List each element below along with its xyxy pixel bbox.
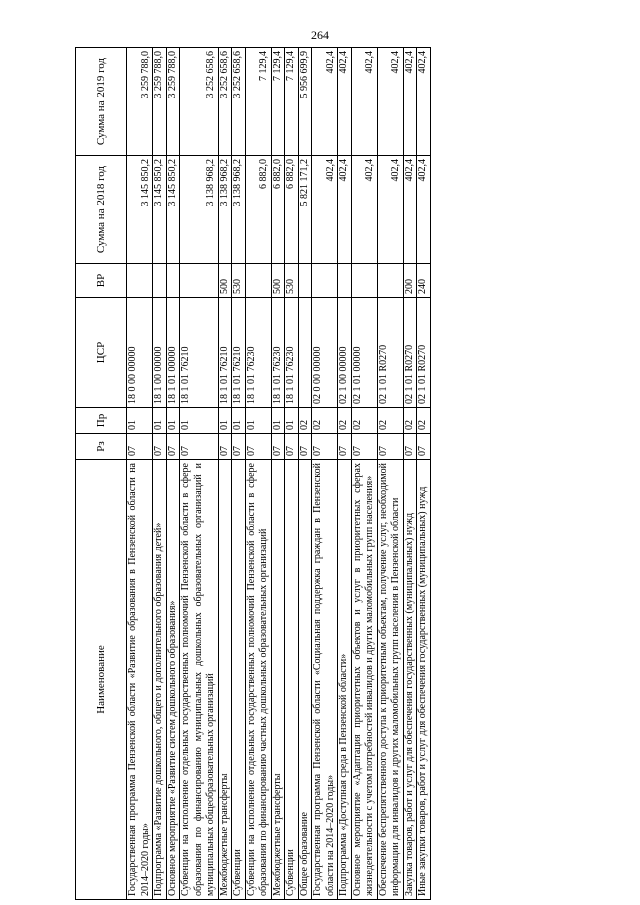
cell-pr: 02 (298, 408, 312, 434)
cell-sum-2019: 402,4 (377, 48, 403, 156)
cell-rz: 07 (285, 434, 299, 460)
cell-vr (298, 264, 312, 298)
cell-sum-2018: 402,4 (312, 156, 338, 264)
table-row (127, 48, 153, 900)
cell-rz: 07 (417, 434, 431, 460)
cell-sum-2018: 3 145 850,2 (127, 156, 153, 264)
table-header-row (76, 48, 127, 900)
cell-name: Подпрограмма «Доступная среда в Пензенской области» (338, 460, 352, 900)
cell-pr: 01 (271, 408, 285, 434)
cell-sum-2019: 5 956 699,9 (298, 48, 312, 156)
cell-sum-2019: 402,4 (338, 48, 352, 156)
cell-sum-2019: 3 259 788,0 (166, 48, 180, 156)
cell-pr: 02 (351, 408, 377, 434)
table-row (245, 48, 271, 900)
cell-vr (338, 264, 352, 298)
cell-pr: 01 (285, 408, 299, 434)
cell-rz: 07 (127, 434, 153, 460)
budget-table (75, 47, 431, 900)
cell-sum-2018: 402,4 (417, 156, 431, 264)
cell-vr: 500 (218, 264, 232, 298)
cell-rz: 07 (351, 434, 377, 460)
cell-rz: 07 (166, 434, 180, 460)
table-row (403, 48, 417, 900)
cell-pr: 02 (403, 408, 417, 434)
cell-sum-2019: 402,4 (351, 48, 377, 156)
cell-rz: 07 (312, 434, 338, 460)
cell-name: Межбюджетные трансферты (218, 460, 232, 900)
table-body (127, 48, 431, 900)
cell-sum-2019: 402,4 (403, 48, 417, 156)
cell-vr (180, 264, 219, 298)
table-row (232, 48, 246, 900)
cell-sum-2018: 3 138 968,2 (180, 156, 219, 264)
cell-sum-2018: 3 145 850,2 (153, 156, 167, 264)
cell-sum-2018: 5 821 171,2 (298, 156, 312, 264)
cell-sum-2019: 7 129,4 (285, 48, 299, 156)
cell-sum-2019: 3 259 788,0 (153, 48, 167, 156)
cell-vr: 530 (285, 264, 299, 298)
cell-sum-2018: 402,4 (351, 156, 377, 264)
cell-pr: 01 (218, 408, 232, 434)
table-row (377, 48, 403, 900)
cell-name: Государственная программа Пензенской области «Развитие образования в Пензенской области на 2014–2020 годы» (127, 460, 153, 900)
cell-sum-2018: 3 138 968,2 (218, 156, 232, 264)
cell-name: Основное мероприятие «Развитие систем дошкольного образования» (166, 460, 180, 900)
cell-vr (127, 264, 153, 298)
table-row (180, 48, 219, 900)
table-row (338, 48, 352, 900)
cell-sum-2019: 402,4 (312, 48, 338, 156)
cell-csr: 02 1 01 R0270 (417, 298, 431, 408)
rotated-table-container (75, 48, 615, 900)
header-sum-2018: Сумма на 2018 год (76, 156, 127, 264)
cell-name: Субвенции (232, 460, 246, 900)
cell-sum-2018: 3 138 968,2 (232, 156, 246, 264)
cell-pr: 01 (166, 408, 180, 434)
cell-pr: 01 (153, 408, 167, 434)
cell-sum-2018: 402,4 (403, 156, 417, 264)
table-row (351, 48, 377, 900)
cell-name: Общее образование (298, 460, 312, 900)
cell-csr: 18 0 00 00000 (127, 298, 153, 408)
cell-pr: 02 (312, 408, 338, 434)
cell-vr (166, 264, 180, 298)
cell-rz: 07 (271, 434, 285, 460)
cell-rz: 07 (180, 434, 219, 460)
cell-rz: 07 (298, 434, 312, 460)
cell-sum-2018: 402,4 (338, 156, 352, 264)
cell-name: Обеспечение беспрепятственного доступа к приоритетным объектам, получение услуг, необходимой информации для инвалидов и других маломобильных групп населения в Пензенской области (377, 460, 403, 900)
cell-csr: 18 1 01 76210 (218, 298, 232, 408)
cell-pr: 01 (232, 408, 246, 434)
cell-vr (351, 264, 377, 298)
header-csr: ЦСР (76, 298, 127, 408)
cell-vr: 200 (403, 264, 417, 298)
cell-rz: 07 (377, 434, 403, 460)
cell-csr: 02 0 00 00000 (312, 298, 338, 408)
table-frame (75, 48, 615, 900)
cell-name: Межбюджетные трансферты (271, 460, 285, 900)
cell-pr: 02 (338, 408, 352, 434)
cell-pr: 01 (127, 408, 153, 434)
header-rz: Рз (76, 434, 127, 460)
cell-sum-2018: 402,4 (377, 156, 403, 264)
cell-rz: 07 (153, 434, 167, 460)
header-pr: Пр (76, 408, 127, 434)
cell-vr (153, 264, 167, 298)
cell-sum-2018: 6 882,0 (245, 156, 271, 264)
cell-rz: 07 (232, 434, 246, 460)
cell-sum-2019: 3 252 658,6 (232, 48, 246, 156)
cell-csr (298, 298, 312, 408)
table-row (153, 48, 167, 900)
cell-csr: 18 1 01 76230 (271, 298, 285, 408)
cell-name: Основное мероприятие «Адаптация приоритетных объектов и услуг в приоритетных сферах жизнедеятельности с учетом потребностей инвалидов и других маломобильных групп населения» (351, 460, 377, 900)
cell-name: Субвенции на исполнение отдельных государственных полномочий Пензенской области в сфере образования по финансированию частных дошкольных образовательных организаций (245, 460, 271, 900)
cell-name: Субвенции на исполнение отдельных государственных полномочий Пензенской области в сфере образования по финансированию муниципальных дошкольных образовательных организаций и муниципальных общеобразовательных организаций (180, 460, 219, 900)
cell-pr: 02 (417, 408, 431, 434)
cell-csr: 18 1 01 76210 (180, 298, 219, 408)
cell-sum-2019: 3 259 788,0 (127, 48, 153, 156)
cell-rz: 07 (245, 434, 271, 460)
cell-csr: 18 1 00 00000 (153, 298, 167, 408)
cell-csr: 18 1 01 76210 (232, 298, 246, 408)
cell-vr: 530 (232, 264, 246, 298)
table-row (312, 48, 338, 900)
cell-sum-2018: 6 882,0 (271, 156, 285, 264)
cell-csr: 02 1 01 00000 (351, 298, 377, 408)
cell-csr: 18 1 01 00000 (166, 298, 180, 408)
cell-rz: 07 (403, 434, 417, 460)
table-row (298, 48, 312, 900)
page-number: 264 (311, 28, 329, 42)
cell-sum-2019: 3 252 658,6 (180, 48, 219, 156)
cell-csr: 18 1 01 76230 (285, 298, 299, 408)
table-row (166, 48, 180, 900)
cell-rz: 07 (218, 434, 232, 460)
cell-pr: 02 (377, 408, 403, 434)
cell-pr: 01 (180, 408, 219, 434)
table-row (285, 48, 299, 900)
cell-csr: 02 1 01 R0270 (403, 298, 417, 408)
cell-name: Закупка товаров, работ и услуг для обеспечения государственных (муниципальных) нужд (403, 460, 417, 900)
cell-pr: 01 (245, 408, 271, 434)
cell-sum-2018: 6 882,0 (285, 156, 299, 264)
table-row (271, 48, 285, 900)
table-row (417, 48, 431, 900)
cell-csr: 02 1 00 00000 (338, 298, 352, 408)
cell-vr: 240 (417, 264, 431, 298)
cell-sum-2019: 7 129,4 (245, 48, 271, 156)
cell-name: Субвенции (285, 460, 299, 900)
cell-sum-2019: 7 129,4 (271, 48, 285, 156)
cell-name: Подпрограмма «Развитие дошкольного, общего и дополнительного образования детей» (153, 460, 167, 900)
header-sum-2019: Сумма на 2019 год (76, 48, 127, 156)
cell-sum-2019: 402,4 (417, 48, 431, 156)
cell-rz: 07 (338, 434, 352, 460)
cell-vr (312, 264, 338, 298)
cell-sum-2019: 3 252 658,6 (218, 48, 232, 156)
cell-vr (245, 264, 271, 298)
cell-csr: 18 1 01 76230 (245, 298, 271, 408)
cell-vr (377, 264, 403, 298)
header-vr: ВР (76, 264, 127, 298)
table-row (218, 48, 232, 900)
cell-vr: 500 (271, 264, 285, 298)
cell-name: Иные закупки товаров, работ и услуг для обеспечения государственных (муниципальных) нужд (417, 460, 431, 900)
cell-name: Государственная программа Пензенской области «Социальная поддержка граждан в Пензенской области на 2014–2020 годы» (312, 460, 338, 900)
cell-csr: 02 1 01 R0270 (377, 298, 403, 408)
cell-sum-2018: 3 145 850,2 (166, 156, 180, 264)
header-name: Наименование (76, 460, 127, 900)
